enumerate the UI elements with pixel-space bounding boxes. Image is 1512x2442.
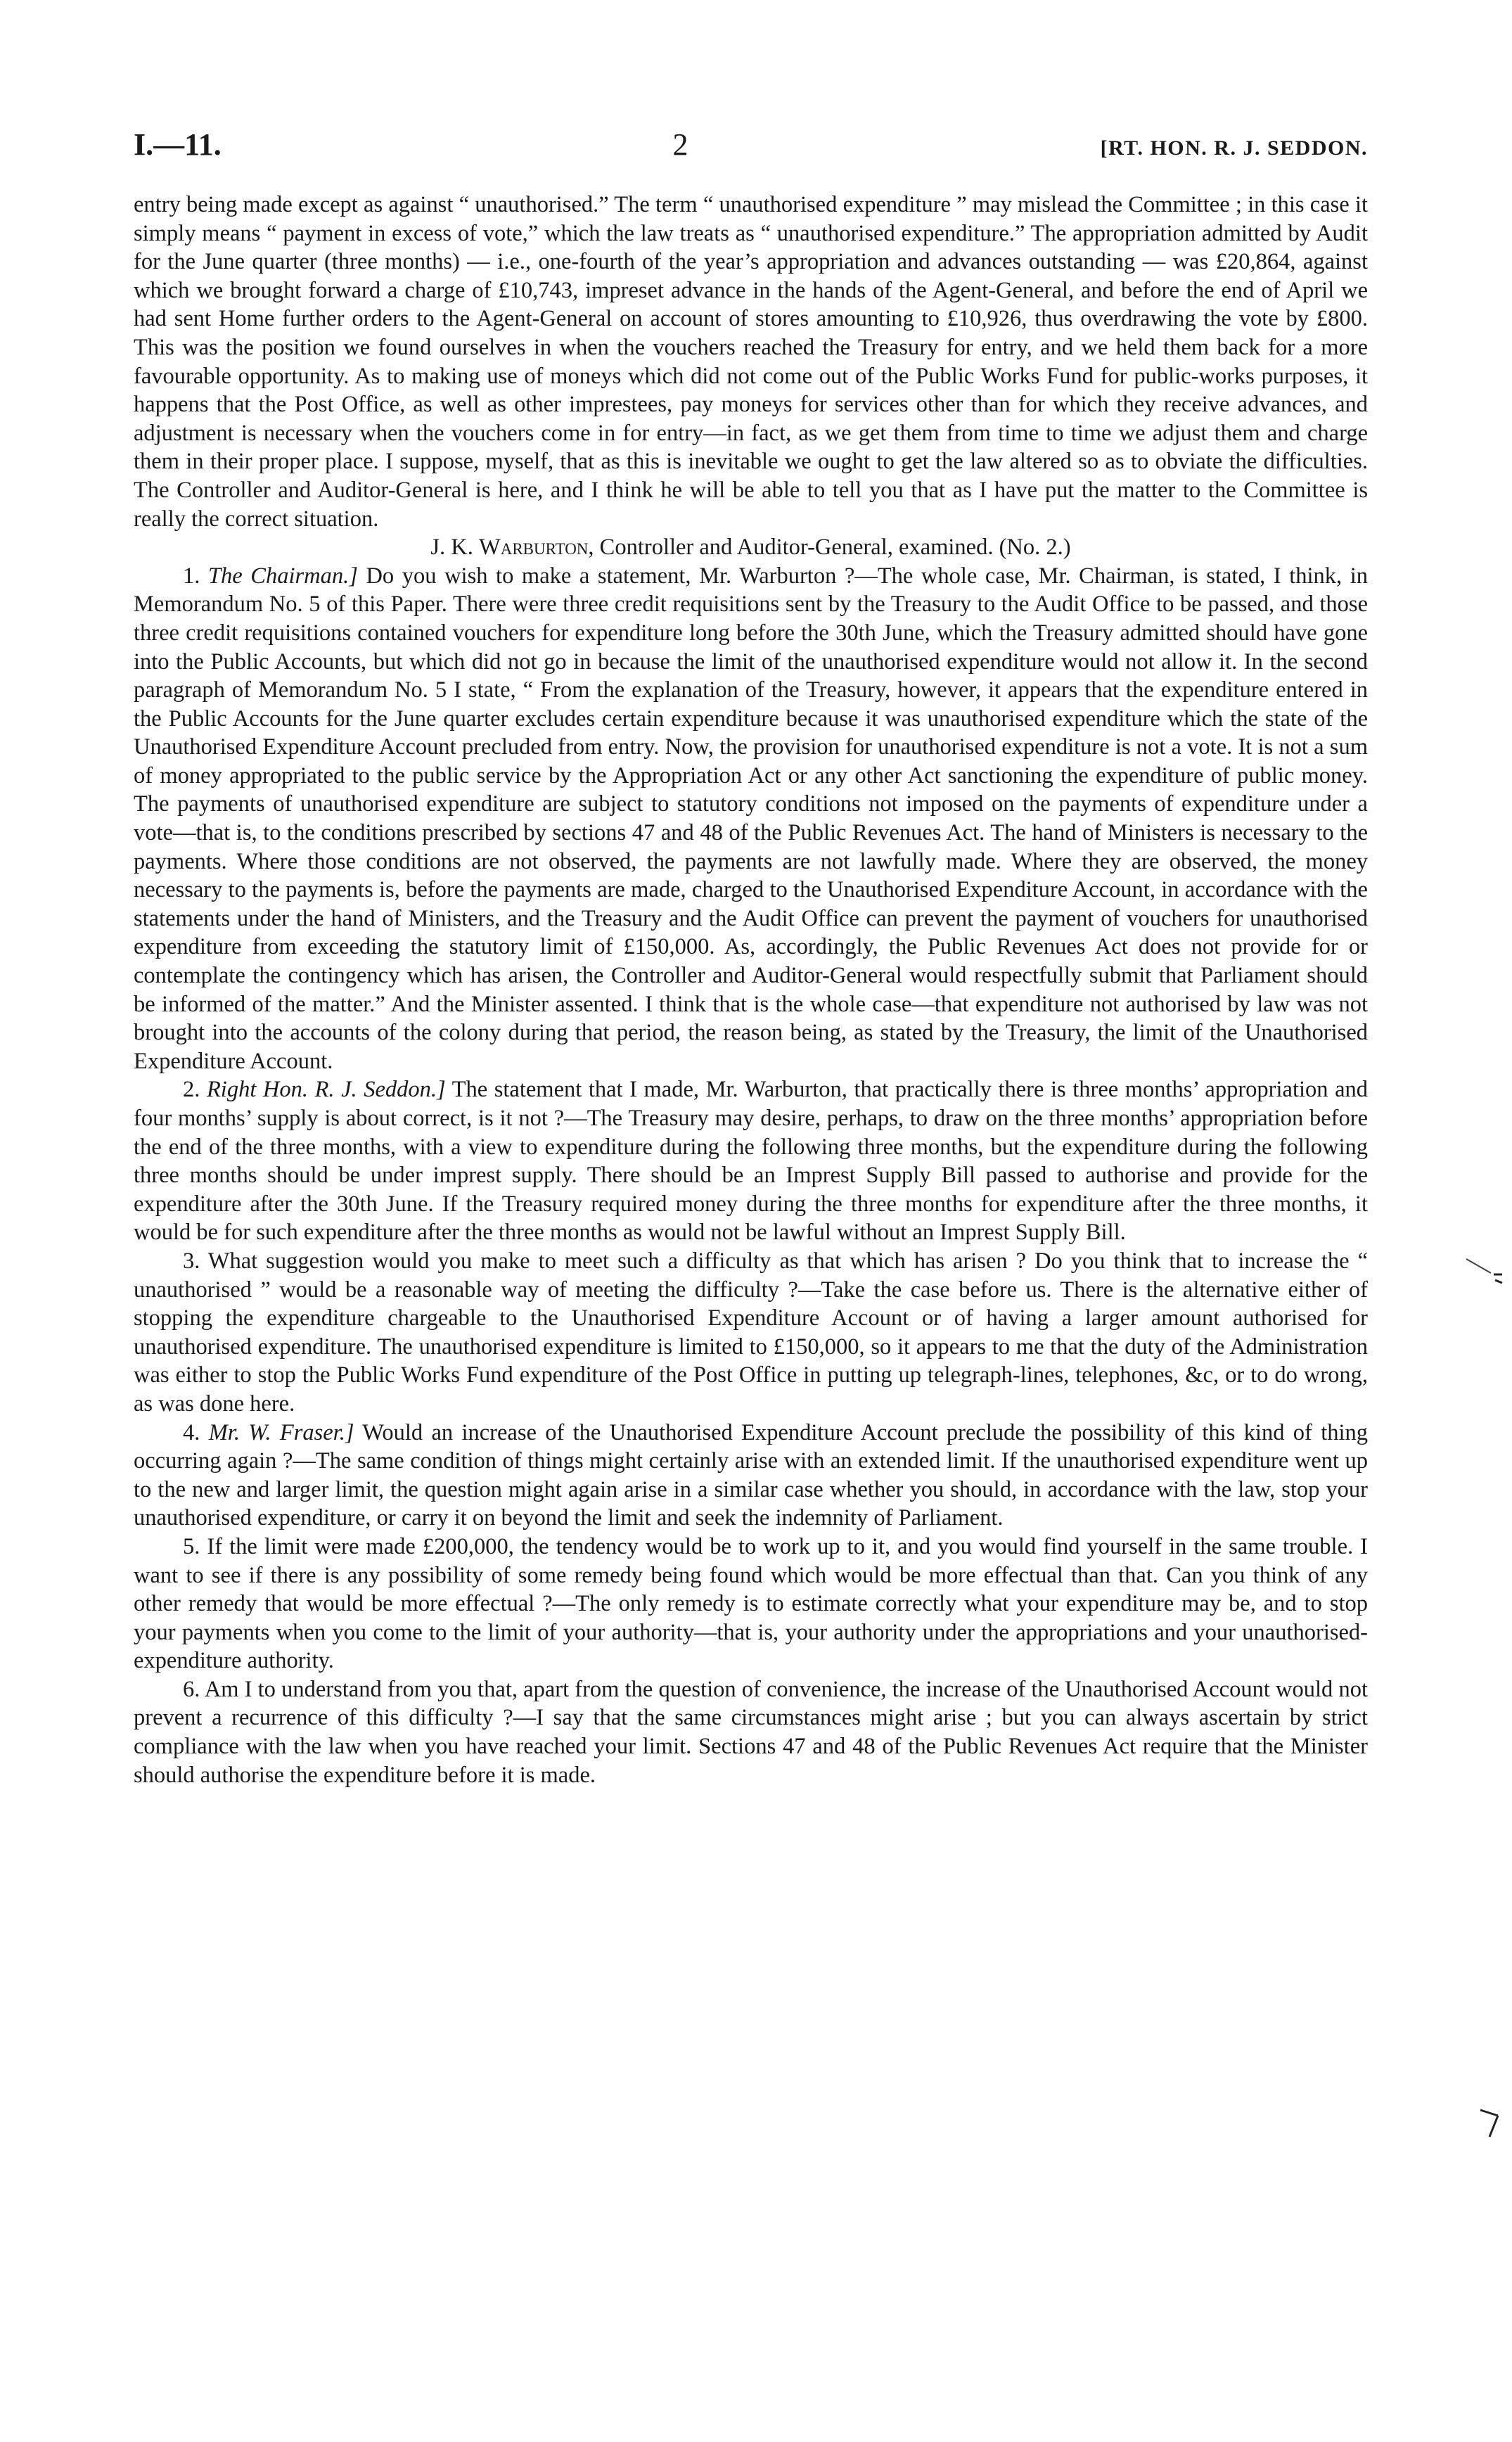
question-number: 5. bbox=[183, 1533, 200, 1559]
document-page bbox=[134, 127, 1368, 1789]
page-number: 2 bbox=[672, 127, 688, 162]
question-text: If the limit were made £200,000, the tendency would be to work up to it, and you would find yourself in the same trouble. I want to see if there is any possibility of some remedy being found which would be more effectual than that. Can you think of any other remedy that would be more effectual ?—The only remedy is to estimate correctly what your expenditure may be, and to stop your payments when you come to the limit of your authority—that is, your authority under the appropriations and your unauthorised-expenditure authority. bbox=[134, 1533, 1368, 1674]
document-body bbox=[134, 191, 1368, 1789]
question-number: 6. bbox=[183, 1676, 200, 1702]
question-text: What suggestion would you make to meet such a difficulty as that which has arisen ? Do you think that to increase the “ unauthorised ” would be a reasonable way of meeting the difficulty ?—Take the case before us. There is the alternative either of stopping the expenditure chargeable to the Unauthorised Expenditure Account or of having a larger amount authorised for unauthorised expenditure. The unauthorised expenditure is limited to £150,000, so it appears to me that the duty of the Administration was either to stop the Public Works Fund expenditure of the Post Office in putting up telegraph-lines, telephones, &c, or to do wrong, as was done here. bbox=[134, 1248, 1368, 1417]
margin-tick-mark bbox=[1477, 2103, 1505, 2145]
question-text: Would an increase of the Unauthorised Expenditure Account preclude the possibility of this kind of thing occurring again ?—The same condition of things might certainly arise with an extended limit. If the unauthorised expenditure went up to the new and larger limit, the question might again arise in a similar case whether you should, in accordance with the law, stop your unauthorised expenditure, or carry it on beyond the limit and seek the indemnity of Parliament. bbox=[134, 1419, 1369, 1531]
question-number: 3. bbox=[183, 1248, 200, 1274]
page-header bbox=[134, 127, 1368, 162]
witness-name: Warburton bbox=[479, 535, 589, 561]
witness-initials: J. K. bbox=[430, 535, 473, 561]
paper-reference: I.—11. bbox=[134, 127, 222, 162]
question-text: The statement that I made, Mr. Warburton, that practically there is three months’ appropriation and four months’ supply is about correct, is it not ?—The Treasury may desire, perhaps, to draw on the three months’ appropriation before the end of the three months, with a view to expenditure during the following three months, but the expenditure during the following three months should be under imprest supply. There should be an Imprest Supply Bill passed to authorise and provide for the expenditure after the 30th June. If the Treasury required money during the three months for expenditure after the three months, it would be for such expenditure after the three months as would not be lawful without an Imprest Supply Bill. bbox=[134, 1077, 1368, 1246]
intro-paragraph: entry being made except as against “ unauthorised.” The term “ unauthorised expenditure ” may mislead the Committee ; in this case it simply means “ payment in excess of vote,” which the law treats as “ unauthorised expenditure.” The appropriation admitted by Audit for the June quarter (three months) — i.e., one-fourth of the year’s appropriation and advances outstanding — was £20,864, against which we brought forward a charge of £10,743, impreset advance in the hands of the Agent-General, and before the end of April we had sent Home further orders to the Agent-General on account of stores amounting to £10,926, thus overdrawing the vote by £800. This was the position we found ourselves in when the vouchers reached the Treasury for entry, and we held them back for a more favourable opportunity. As to making use of moneys which did not come out of the Public Works Fund for public-works purposes, it happens that the Post Office, as well as other imprestees, pay moneys for services other than for which they receive advances, and adjustment is necessary when the vouchers come in for entry—in fact, as we get them from time to time we adjust them and charge them in their proper place. I suppose, myself, that as this is inevitable we ought to get the law altered so as to obviate the difficulties. The Controller and Auditor-General is here, and I think he will be able to tell you that as I have put the matter to the Committee is really the correct situation. bbox=[134, 192, 1368, 532]
running-head: [RT. HON. R. J. SEDDON. bbox=[1100, 136, 1368, 160]
question-paragraph-1 bbox=[134, 562, 1368, 1076]
witness-heading bbox=[134, 533, 1368, 562]
question-paragraph-2 bbox=[134, 1075, 1368, 1247]
question-text: Am I to understand from you that, apart from the question of convenience, the increase of the Unauthorised Account would not prevent a recurrence of this difficulty ?—I say that the same circumstances might arise ; but you can always ascertain by strict compliance with the law when you have reached your limit. Sections 47 and 48 of the Public Revenues Act require that the Minister should authorise the expenditure before it is made. bbox=[134, 1676, 1368, 1788]
question-paragraph-6 bbox=[134, 1675, 1368, 1789]
margin-scan-mark bbox=[1463, 1245, 1505, 1301]
question-number: 1. bbox=[183, 563, 200, 589]
question-number: 2. bbox=[183, 1077, 200, 1103]
question-number: 4. bbox=[183, 1419, 200, 1445]
question-paragraph-3 bbox=[134, 1247, 1368, 1419]
question-speaker: Right Hon. R. J. Seddon.] bbox=[206, 1077, 446, 1103]
question-speaker: Mr. W. Fraser.] bbox=[208, 1419, 354, 1445]
question-paragraph-4 bbox=[134, 1419, 1368, 1533]
witness-details: , Controller and Auditor-General, examined. (No. 2.) bbox=[588, 535, 1071, 561]
question-paragraph-5 bbox=[134, 1533, 1368, 1675]
question-text: Do you wish to make a statement, Mr. Warburton ?—The whole case, Mr. Chairman, is stated, I think, in Memorandum No. 5 of this Paper. There were three credit requisitions sent by the Treasury to the Audit Office to be passed, and those three credit requisitions contained vouchers for expenditure long before the 30th June, which the Treasury admitted should have gone into the Public Accounts, but which did not go in because the limit of the unauthorised expenditure would not allow it. In the second paragraph of Memorandum No. 5 I state, “ From the explanation of the Treasury, however, it appears that the expenditure entered in the Public Accounts for the June quarter excludes certain expenditure because it was unauthorised expenditure which the state of the Unauthorised Expenditure Account precluded from entry. Now, the provision for unauthorised expenditure is not a vote. It is not a sum of money appropriated to the public service by the Appropriation Act or any other Act sanctioning the expenditure of public money. The payments of unauthorised expenditure are subject to statutory conditions not imposed on the payments of expenditure under a vote—that is, to the conditions prescribed by sections 47 and 48 of the Public Revenues Act. The hand of Ministers is necessary to the payments. Where those conditions are not observed, the payments are not lawfully made. Where they are observed, the money necessary to the payments is, before the payments are made, charged to the Unauthorised Expenditure Account, in accordance with the statements under the hand of Ministers, and the Treasury and the Audit Office can prevent the payment of vouchers for unauthorised expenditure from exceeding the statutory limit of £150,000. As, accordingly, the Public Revenues Act does not provide for or contemplate the contingency which has arisen, the Controller and Auditor-General would respectfully submit that Parliament should be informed of the matter.” And the Minister assented. I think that is the whole case—that expenditure not authorised by law was not brought into the accounts of the colony during that period, the reason being, as stated by the Treasury, the limit of the Unauthorised Expenditure Account. bbox=[134, 563, 1368, 1074]
question-speaker: The Chairman.] bbox=[207, 563, 358, 589]
